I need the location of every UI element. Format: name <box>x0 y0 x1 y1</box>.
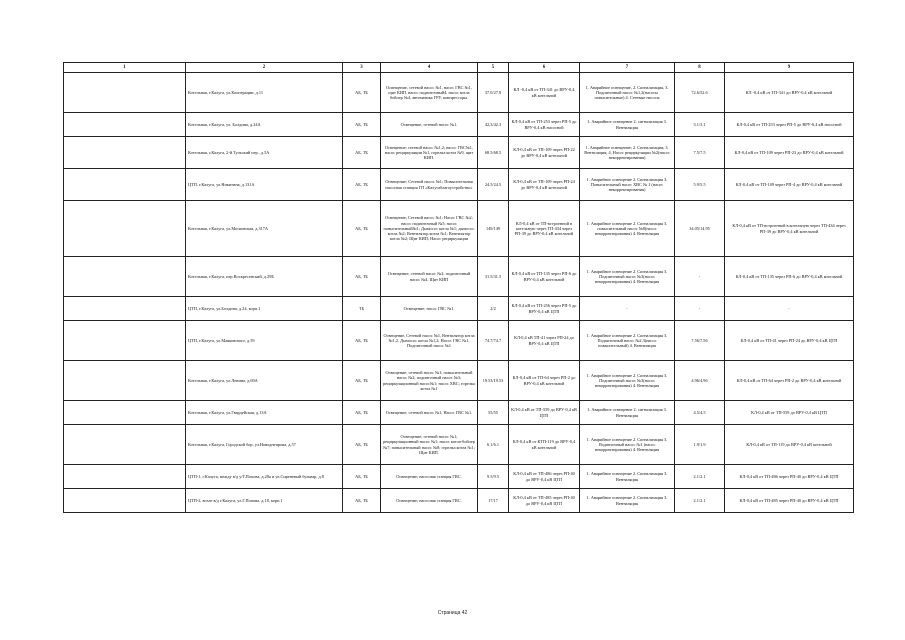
row-empty-cell <box>64 361 186 401</box>
row-empty-cell <box>64 321 186 361</box>
table-cell: 9.5/9.5 <box>478 465 509 489</box>
table-cell: - <box>725 297 854 321</box>
table-cell: 1. Аварийное освещение 2. Сигнализация 3. Подпиточный насос №3(насос некорректирования) 4. Вентиляция <box>580 361 675 401</box>
table-cell: КЛ-0,4 кВ от ТП-559 до ВРУ-0,4 кВ ЦТП <box>725 401 854 425</box>
column-number-3: 3 <box>343 63 381 73</box>
table-cell: Освещение; насосная станция ГВС. <box>381 465 478 489</box>
table-cell: ЦТП-1, г.Калуга, между в/д у/Г.Попова, д.28а и ул.Сиреневый бульвар, д.8 <box>186 465 343 489</box>
table-cell: - <box>675 297 725 321</box>
table-cell: КЛ-0,4 кВ от ТП-559 до ВРУ-0,4 кВ ЦТП <box>509 401 580 425</box>
table-cell: Освещение; сетевой насос №1,2; насос ГВС№1, насос рециркуляции №1, горелка котла №9, щит КИП. <box>381 137 478 169</box>
table-cell: Освещение; насосная станция ГВС. <box>381 489 478 513</box>
table-cell: - <box>675 257 725 297</box>
table-cell: АБ, ТБ <box>343 113 381 137</box>
table-cell: КЛ-0,4 кВ от ТП-485 через РП-40 до ВРУ-0,4 кВ ЦТП <box>509 489 580 513</box>
table-cell: Освещение; Сетевой насос №1; Повысительная насосная станция ГП «Калугаблагоустройство» <box>381 169 478 201</box>
table-cell: Освещение; Сетевой насос №1; Насос ГВС №2; насос подпиточный №5; насос повысительный№1; Дымосос котла №1; дымосос котла №2; Вентилятор котла №1; Вентилятор котла №2; Щит КИП; Насос рециркуляции <box>381 201 478 257</box>
table-cell: Освещение; насос ГВС №1. <box>381 297 478 321</box>
table-cell: КЛ-0,4 кВ от ТП-253 через РП-5 до ВРУ-0,4 кВ насосной <box>725 113 854 137</box>
table-cell: 17/17 <box>478 489 509 513</box>
column-number-9: 9 <box>725 63 854 73</box>
table-cell: 1. Аварийное освещение 2. Сигнализация 3. Вентиляция <box>580 489 675 513</box>
table-cell: 5.9/5.5 <box>675 169 725 201</box>
table-cell: Освещение, Сетевой насос №1, Вентилятор котла №1,2, Дымосос котла №1,2; Насос ГВС №1, Подпиточный насос №1 <box>381 321 478 361</box>
table-cell: 1. Аварийное освещение 2. сигнализация 3. Вентиляция <box>580 113 675 137</box>
table-row <box>64 425 854 465</box>
table-cell: 1. Аварийное освещение 2. Сигнализация 3. Вентиляция <box>580 465 675 489</box>
table-cell: КЛ-0,4 кВ от ТП-109 через РП-4 до ВРУ-0,4 кВ котельной <box>725 169 854 201</box>
table-cell: Освещение, сетевой насос №1. <box>381 113 478 137</box>
column-number-1: 1 <box>64 63 186 73</box>
table-cell: Котельная, г.Калуга, ул.Гвардейская, д.13А <box>186 401 343 425</box>
table-cell: 19.53/19.53 <box>478 361 509 401</box>
table-cell: Освещение; сетевой насос №1; рециркуляционный насос №1; насос котла-бойлер №7; повысительный насос №8; горелка котла №1; Щит КИП. <box>381 425 478 465</box>
table-cell: Котельная, г.Калуга, ул. Болдина, д.24А <box>186 113 343 137</box>
table-cell: 149/149 <box>478 201 509 257</box>
table-cell: Котельная, г.Калуга, пер.Воскресенский, д.29Б <box>186 257 343 297</box>
table-cell: 1. Аварийное освещение, 2. Сигнализация, 3. Подпиточный насос №1,2(насосы повысительные) 4. Сетевые насосы <box>580 73 675 113</box>
table-cell: 1. Аварийное освещение 2. Сигнализация 3. Подпиточный насос №3(насос некорректирования) 4. Вентиляция <box>580 257 675 297</box>
table-cell: 68.5/68.5 <box>478 137 509 169</box>
table-cell: КЛ -0,4 кВ от ТП-341 до ВРУ-0,4 кВ котельной <box>725 73 854 113</box>
table-cell: ЦТП-2, возле в/д г.Калуга, ул.Г.Попова, д.18, корп.1 <box>186 489 343 513</box>
table-row <box>64 201 854 257</box>
table-cell: ЦТП, г.Калуга, ул.Болдина, д.24, корп.1 <box>186 297 343 321</box>
row-empty-cell <box>64 489 186 513</box>
equipment-table <box>63 62 854 513</box>
table-cell: 4.96/4.96 <box>675 361 725 401</box>
table-cell: 1. Аварийное освещение 2. Сигнализация 3. Повысительный насос ХВС № 1 (насос некорректирования) <box>580 169 675 201</box>
table-row <box>64 137 854 169</box>
table-cell: 42,3/42.3 <box>478 113 509 137</box>
table-cell: 7.56/7.56 <box>675 321 725 361</box>
table-row <box>64 361 854 401</box>
table-cell: КЛ-0,4 кВ от ТП-встроенной в котельную через ТП-434 через РП-39 до ВРУ-0,4 кВ котельной <box>509 201 580 257</box>
table-cell: Котельная, г.Калуга, ул.Кооперации, д.11 <box>186 73 343 113</box>
table-cell: КЛ-0,4 кВ от ТП-253 через РП-5 до ВРУ-0,4 кВ насосной <box>509 113 580 137</box>
row-empty-cell <box>64 137 186 169</box>
table-cell: 2.1/2.1 <box>675 465 725 489</box>
row-empty-cell <box>64 73 186 113</box>
table-cell: КЛ -0,4 кВ от ТП-341 до ВРУ-0,4 кВ котельной <box>509 73 580 113</box>
table-cell: 74.7/74.7 <box>478 321 509 361</box>
table-cell: КЛ-0,4 кВ от ТП-486 через РП-40 до ВРУ-0,4 кВ ЦТП <box>725 465 854 489</box>
table-cell: ТБ <box>343 297 381 321</box>
table-cell: КЛ-0,4 кВ от ТП-64 через РП-2 до ВРУ-0,4 кВ котельной <box>725 361 854 401</box>
table-row <box>64 489 854 513</box>
table-cell: АБ, ТБ <box>343 73 381 113</box>
table-cell: Освещение; сетевой насос №2; подпиточный насос №4, Щит КИП <box>381 257 478 297</box>
table-cell: 55/55 <box>478 401 509 425</box>
table-cell: Освещение, сетевой насос №1, Насос ГВС №1. <box>381 401 478 425</box>
table-cell: 37.0/27.8 <box>478 73 509 113</box>
column-number-5: 5 <box>478 63 509 73</box>
table-cell: 3.1/3.1 <box>675 113 725 137</box>
table-cell: 1. Аварийное освещение 2. Сигнализация 3. Подпиточный насос №1 (насос некорректирования) 4. Вентиляция <box>580 425 675 465</box>
table-cell: КЛ-0,4 кВ от КТП-119 до ВРУ-0,4 кВ котельной <box>509 425 580 465</box>
table-cell: Котельная, г.Калуга, Городской бор, ул.Новоднепрова, д.57 <box>186 425 343 465</box>
row-empty-cell <box>64 401 186 425</box>
table-row <box>64 257 854 297</box>
table-row <box>64 297 854 321</box>
table-cell: КЛ-0,4 кВ от ТП-109 через РП-24 до ВРУ-0,4 кВ котельной <box>509 169 580 201</box>
table-cell: Освещение, сетевой насос №1, насос ГВС №1, щит КИП, насос подпиточный4, насос котла бойлер №4, автоматика ГРУ, компрессоры. <box>381 73 478 113</box>
table-cell: КЛ-0,4 кВ от ТП-41 через РП-24 до ВРУ-0,4 кВ ЦТП <box>725 321 854 361</box>
row-empty-cell <box>64 257 186 297</box>
table-header-row <box>64 63 854 73</box>
table-cell: КЛ-0,4 кВ ТП-41 через РП-24 до ВРУ-0,4 кВ ЦТП <box>509 321 580 361</box>
table-row <box>64 113 854 137</box>
column-number-4: 4 <box>381 63 478 73</box>
table-cell: 72.6/52.6 <box>675 73 725 113</box>
table-cell: ЦТП, г.Калуга, ул.Маяковского, д.59 <box>186 321 343 361</box>
column-number-2: 2 <box>186 63 343 73</box>
table-row <box>64 321 854 361</box>
table-cell: АБ, ТБ <box>343 137 381 169</box>
table-cell: АБ, ТБ <box>343 321 381 361</box>
table-cell: КЛ-0,4 кВ от ТП-135 через РП-6 до ВРУ-0,4 кВ котельной <box>509 257 580 297</box>
row-empty-cell <box>64 297 186 321</box>
table-cell: Освещение; сетевой насос №1; повысительный насос №2; подпиточный насос №3; рециркуляционный насос№1; насос ХВС; горелка котла №1 <box>381 361 478 401</box>
column-number-8: 8 <box>675 63 725 73</box>
table-cell: 1. Аварийное освещение 2. Сигнализация 3. Подпиточный насос №2,3(насос повысительный) 4. Вентиляция <box>580 321 675 361</box>
table-cell: АБ, ТБ <box>343 201 381 257</box>
table-cell: Котельная, г.Калуга, 2-й Тульский пер., д.5А <box>186 137 343 169</box>
column-number-6: 6 <box>509 63 580 73</box>
table-row <box>64 401 854 425</box>
table-cell: 1.9/1.9 <box>675 425 725 465</box>
table-cell: ЦТП, г.Калуга, ул.Никитина, д.131А <box>186 169 343 201</box>
table-cell: КЛ-0,4 кВ от ТП-119 до ВРУ-0,4 кВ котельной <box>725 425 854 465</box>
table-cell: КЛ-0,4 кВ от ТП-109 через РП-22 до ВРУ-0,4 кВ котельной <box>509 137 580 169</box>
row-empty-cell <box>64 201 186 257</box>
table-cell: АБ, ТБ <box>343 465 381 489</box>
table-cell: 34.05/14.95 <box>675 201 725 257</box>
table-cell: 31.5/31.5 <box>478 257 509 297</box>
row-empty-cell <box>64 425 186 465</box>
table-cell: КЛ-0,4 кВ от ТП-485 через РП-40 до ВРУ-0,4 кВ ЦТП <box>725 489 854 513</box>
table-cell: АБ, ТБ <box>343 425 381 465</box>
table-cell: АБ, ТБ <box>343 257 381 297</box>
table-cell: КЛ-0,4 кВ от ТП-встроенной в котельную через ТП-434 через РП-39 до ВРУ-0,4 кВ котельной <box>725 201 854 257</box>
table-cell: КЛ-0,4 кВ от ТП-64 через РП-2 до ВРУ-0,4 кВ котельной <box>509 361 580 401</box>
table-cell: КЛ-0,4 кВ от ТП-486 через РП-40 до ВРУ-0,4 кВ ЦТП <box>509 465 580 489</box>
table-cell: 2.1/2.1 <box>675 489 725 513</box>
table-cell: 6.1/6.1 <box>478 425 509 465</box>
table-cell: АБ, ТБ <box>343 361 381 401</box>
table-cell: КЛ-0,4 кВ от ТП-135 через РП-6 до ВРУ-0,4 кВ котельной <box>725 257 854 297</box>
table-cell: 1. Аварийное освещение 2. Сигнализация 3. повысительный насос №8(насос некорректирования) 4. Вентиляция <box>580 201 675 257</box>
document-table-container <box>63 62 853 513</box>
page-number: Страница 42 <box>437 610 468 616</box>
column-number-7: 7 <box>580 63 675 73</box>
table-row <box>64 169 854 201</box>
table-row <box>64 465 854 489</box>
table-cell: 2/2 <box>478 297 509 321</box>
table-row <box>64 73 854 113</box>
table-cell: АБ, ТБ <box>343 401 381 425</box>
table-cell: АБ, ТБ <box>343 489 381 513</box>
table-cell: 7.5/7.5 <box>675 137 725 169</box>
row-empty-cell <box>64 465 186 489</box>
table-cell: Котельная, г.Калуга, ул.Ленина, д.69А <box>186 361 343 401</box>
row-empty-cell <box>64 113 186 137</box>
table-body <box>64 63 854 513</box>
table-cell: Котельная, г.Калуга, ул.Московская, д.317А <box>186 201 343 257</box>
table-cell: 1. Аварийное освещение 2. сигнализация 3. Вентиляция <box>580 401 675 425</box>
table-cell: КЛ-0,4 кВ от ТП-256 через РП-5 до ВРУ-0,4 кВ ЦТП <box>509 297 580 321</box>
table-cell: 1. Аварийное освещение; 2. Сигнализация; 3. Вентиляция; 4. Насос рециркуляции №2(насос некорректирования) <box>580 137 675 169</box>
row-empty-cell <box>64 169 186 201</box>
table-cell: КЛ-0,4 кВ от ТП-109 через РП-23 до ВРУ-0,4 кВ котельной <box>725 137 854 169</box>
table-cell: АБ, ТБ <box>343 169 381 201</box>
table-cell: - <box>580 297 675 321</box>
table-cell: 24.5/24.5 <box>478 169 509 201</box>
table-cell: 4.5/4.5 <box>675 401 725 425</box>
